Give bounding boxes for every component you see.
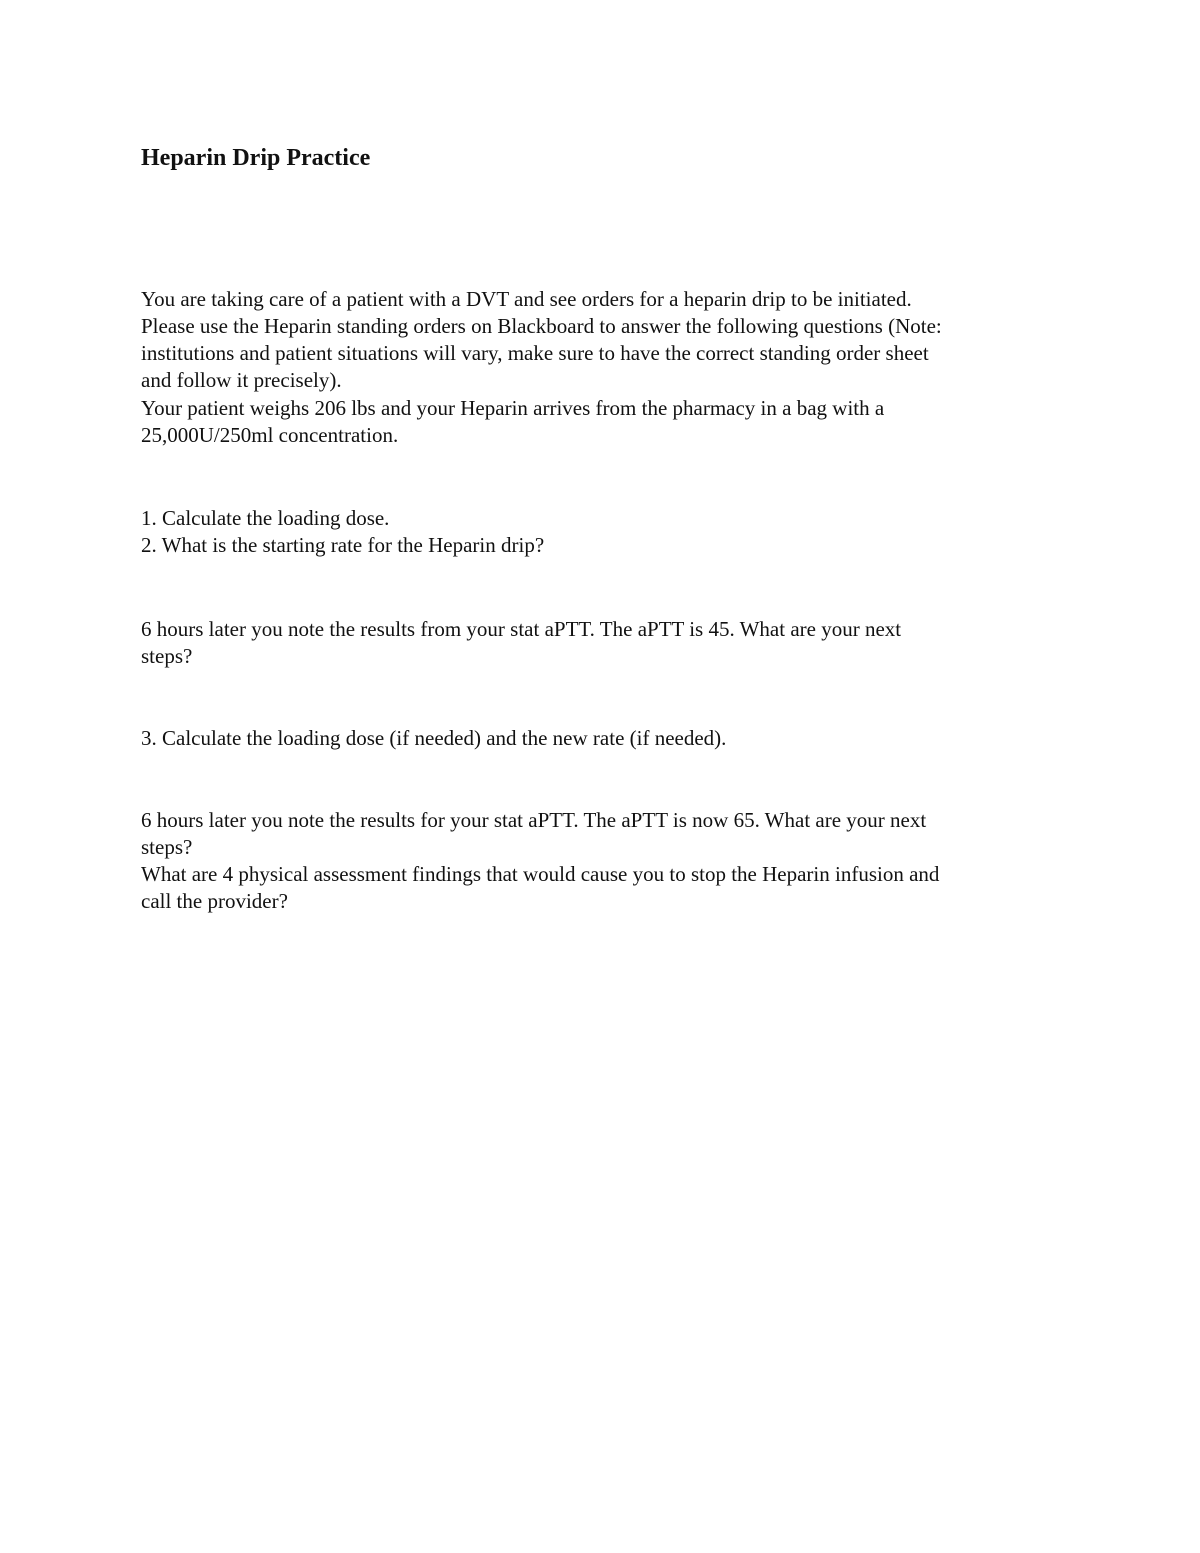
intro-line: institutions and patient situations will vary, make sure to have the correct standing order sheet [141, 341, 929, 365]
followup-2-line: steps? [141, 835, 193, 859]
question-1: 1. Calculate the loading dose. [141, 506, 390, 530]
assessment-question-line: call the provider? [141, 889, 288, 913]
question-2: 2. What is the starting rate for the Heparin drip? [141, 533, 545, 557]
intro-line: Please use the Heparin standing orders on Blackboard to answer the following questions (Note: [141, 314, 942, 338]
followup-1-line: steps? [141, 644, 193, 668]
intro-line: You are taking care of a patient with a DVT and see orders for a heparin drip to be initiated. [141, 287, 912, 311]
intro-line: 25,000U/250ml concentration. [141, 423, 399, 447]
assessment-question-line: What are 4 physical assessment findings that would cause you to stop the Heparin infusion and [141, 862, 940, 886]
followup-2-line: 6 hours later you note the results for your stat aPTT. The aPTT is now 65. What are your next [141, 808, 927, 832]
followup-1-line: 6 hours later you note the results from your stat aPTT. The aPTT is 45. What are your next [141, 617, 902, 641]
question-3: 3. Calculate the loading dose (if needed) and the new rate (if needed). [141, 726, 727, 750]
intro-line: Your patient weighs 206 lbs and your Heparin arrives from the pharmacy in a bag with a [141, 396, 885, 420]
intro-line: and follow it precisely). [141, 368, 342, 392]
document-title: Heparin Drip Practice [141, 145, 371, 171]
